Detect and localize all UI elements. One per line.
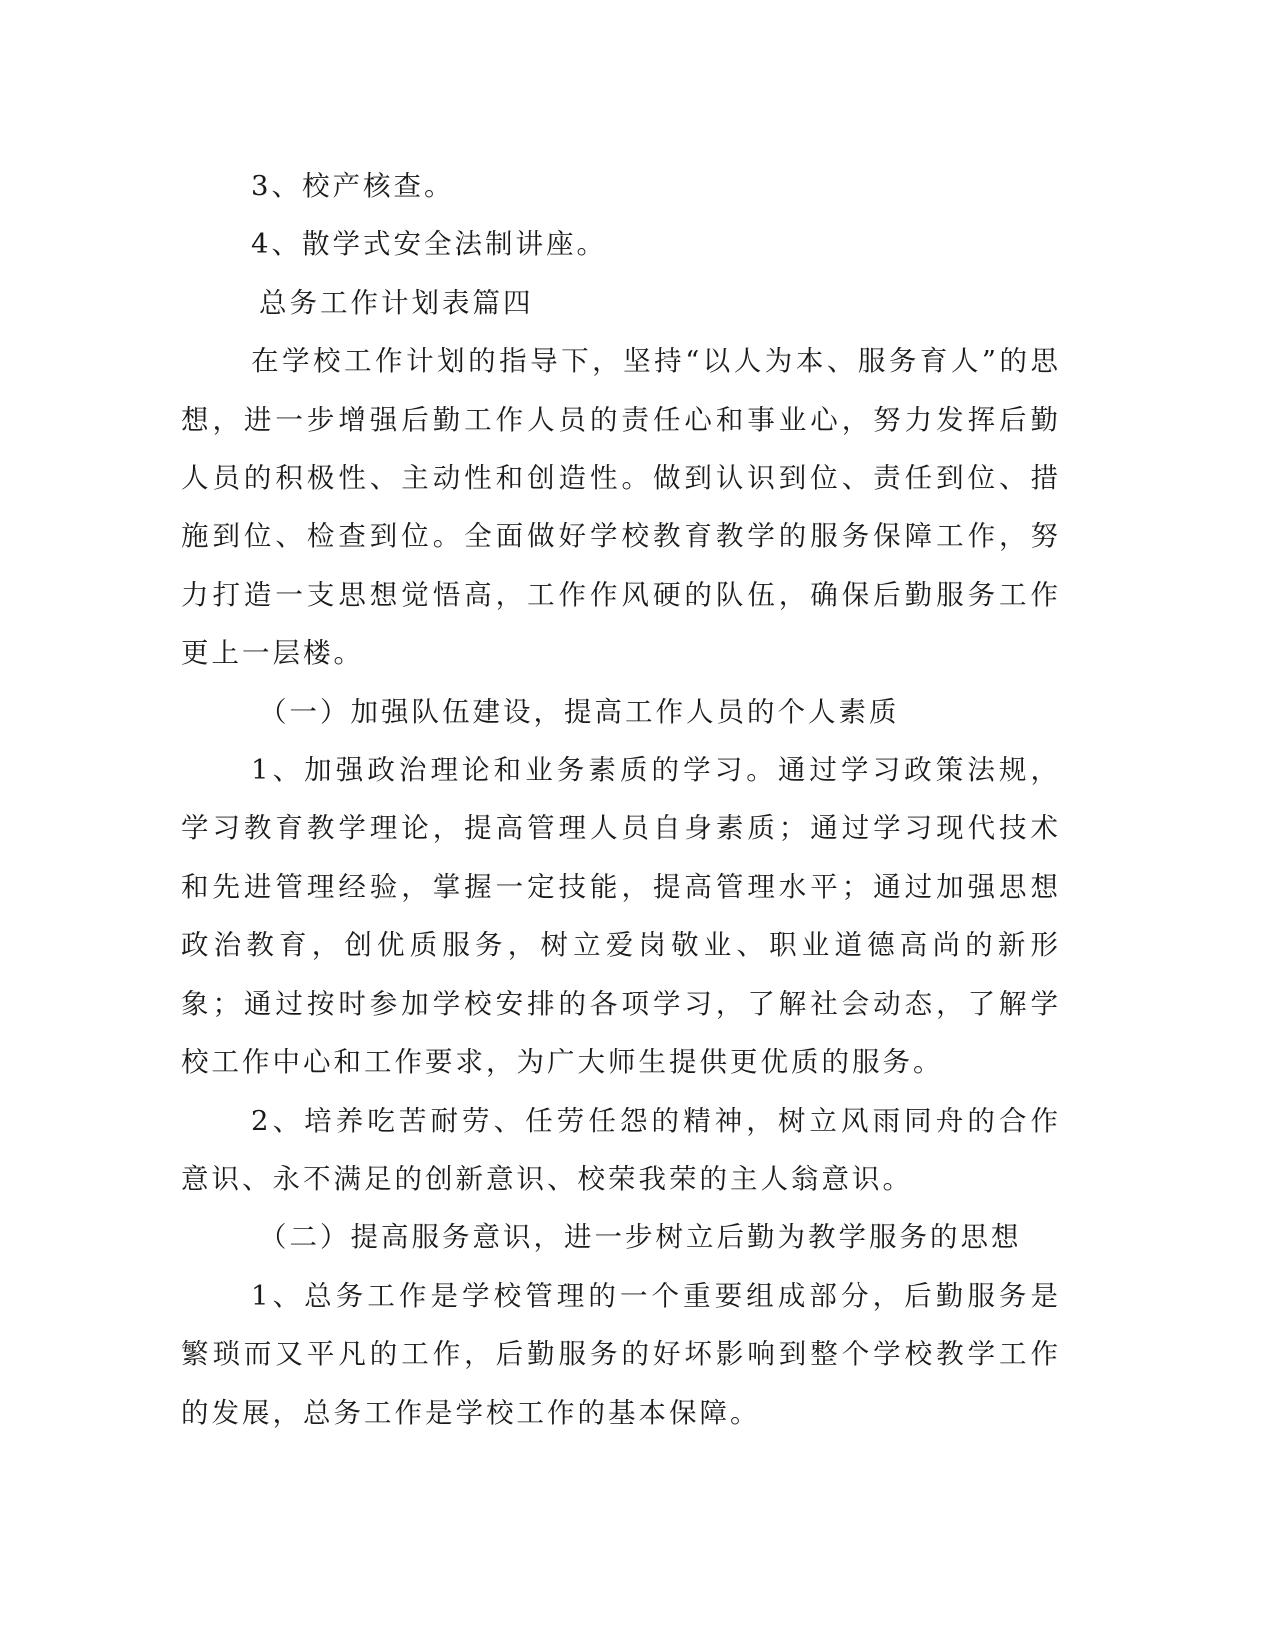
subheading-service-awareness: （二）提高服务意识，进一步树立后勤为教学服务的思想 [259,1221,1022,1254]
list-item-safety-lecture: 4、散学式安全法制讲座。 [251,228,607,261]
subheading-team-building: （一）加强队伍建设，提高工作人员的个人素质 [259,695,900,728]
paragraph-spirit: 2、培养吃苦耐劳、任劳任怨的精神，树立风雨同舟的合作意识、永不满足的创新意识、校荣我荣的主人翁意识。 [181,1104,1061,1195]
section-title: 总务工作计划表篇四 [259,286,534,319]
intro-paragraph: 在学校工作计划的指导下，坚持“以人为本、服务育人”的思想，进一步增强后勤工作人员的责任心和事业心，努力发挥后勤人员的积极性、主动性和创造性。做到认识到位、责任到位、措施到位、检查到位。全面做好学校教育教学的服务保障工作，努力打造一支思想觉悟高，工作作风硬的队伍，确保后勤服务工作更上一层楼。 [181,345,1061,670]
list-item-asset-check: 3、校产核查。 [251,170,455,202]
paragraph-study: 1、加强政治理论和业务素质的学习。通过学习政策法规，学习教育教学理论，提高管理人员自身素质；通过学习现代技术和先进管理经验，掌握一定技能，提高管理水平；通过加强思想政治教育，创优质服务，树立爱岗敬业、职业道德高尚的新形象；通过按时参加学校安排的各项学习，了解社会动态，了解学校工作中心和工作要求，为广大师生提供更优质的服务。 [181,754,1061,1079]
document-body [181,157,1061,1442]
paragraph-general-affairs: 1、总务工作是学校管理的一个重要组成部分，后勤服务是繁琐而又平凡的工作，后勤服务的好坏影响到整个学校教学工作的发展，总务工作是学校工作的基本保障。 [181,1279,1061,1429]
